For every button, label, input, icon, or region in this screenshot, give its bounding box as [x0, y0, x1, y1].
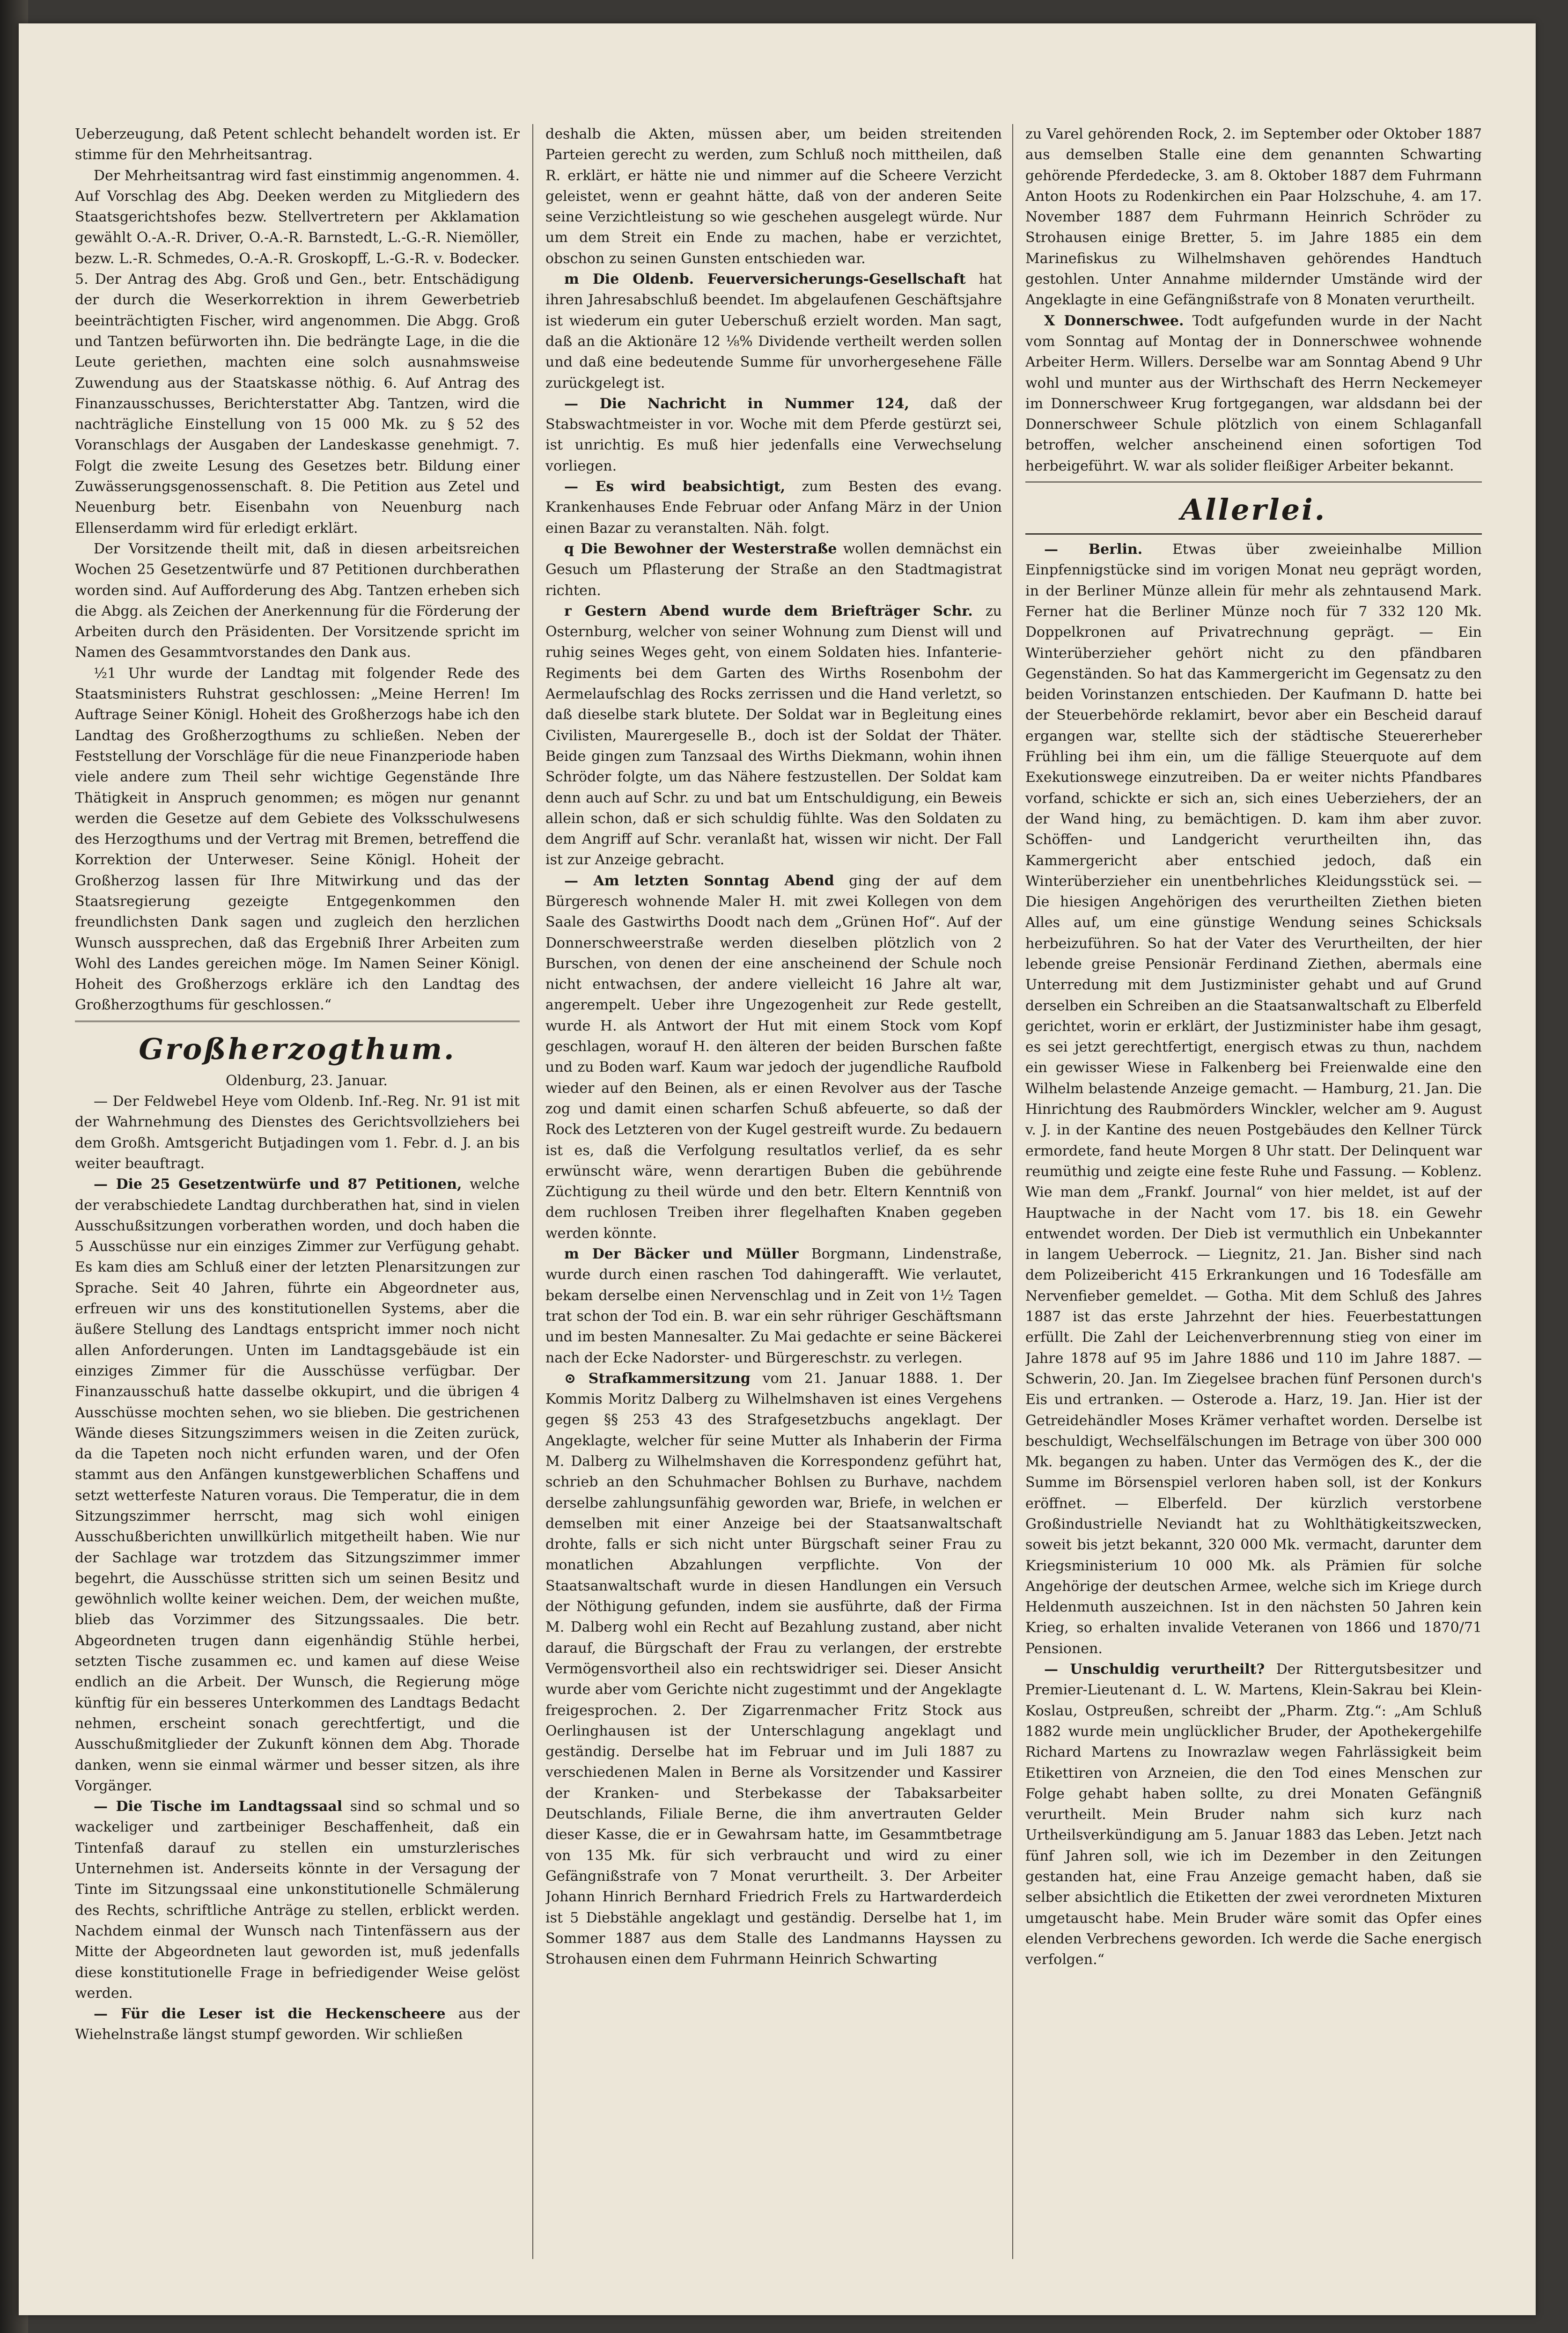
news-item — [545, 1244, 1002, 1369]
news-item-lead: — Berlin. — [1044, 541, 1143, 558]
news-item — [545, 269, 1002, 394]
news-item-lead: r Gestern Abend wurde dem Briefträger Schr. — [564, 603, 973, 619]
newspaper-page — [19, 23, 1536, 2315]
news-item-body: welche der verabschiedete Landtag durchberathen hat, sind in vielen Ausschußsitzungen vorberathen worden, und doch haben die 5 Ausschüsse nur ein einziges Zimmer zur Verfügung gehabt. Es kam dies am Schluß einer der letzten Plenarsitzungen zur Sprache. Seit 40 Jahren, führte ein Abgeordneter aus, erfreuen wir uns des konstitutionellen Systems, aber die äußere Stellung des Landtags entspricht immer noch nicht allen Anforderungen. Unten im Landtagsgebäude ist ein einziges Zimmer für die Ausschüsse verfügbar. Der Finanzausschuß hatte dasselbe okkupirt, und die übrigen 4 Ausschüsse mochten sehen, wo sie blieben. Die gestrichenen Wände dieses Sitzungszimmers weisen in die Zeiten zurück, da die Tapeten noch nicht erfunden waren, und der Ofen stammt aus den Anfängen kunstgewerblichen Schaffens und setzt wetterfeste Naturen voraus. Die Temperatur, die in dem Sitzungszimmer herrscht, mag sich wohl einigen Ausschußberichten unwillkürlich mitgetheilt haben. Wie nur der Sachlage war trotzdem das Sitzungszimmer immer begehrt, die Ausschüsse stritten sich um seinen Besitz und gewöhnlich wollte keiner weichen. Dem, der weichen mußte, blieb das Vorzimmer des Sitzungssaales. Die betr. Abgeordneten trugen dann eigenhändig Stühle herbei, setzten Tische zusammen ec. und kamen auf diese Weise endlich an die Arbeit. Der Wunsch, die Regierung möge künftig für ein besseres Unterkommen des Landtags Bedacht nehmen, erscheint sonach gerechtfertigt, und die Ausschußmitglieder der Zukunft können dem Abg. Thorade danken, wenn sie einmal wärmer und besser sitzen, als ihre Vorgänger. — [75, 1176, 520, 1794]
news-item — [545, 601, 1002, 871]
news-item — [1025, 311, 1482, 477]
news-item-lead: ⊙ Strafkammersitzung — [564, 1370, 751, 1387]
news-item-body: zu Osternburg, welcher von seiner Wohnung zum Dienst will und ruhig seines Weges geht, von einem Soldaten hies. Infanterie-Regiments bei dem Garten des Wirths Rosenbohm der Aermelaufschlag des Rocks zerrissen und die Hand verletzt, so daß dieselbe stark blutete. Der Soldat war in Begleitung eines Civilisten, Maurergeselle B., doch ist der Soldat der Thäter. Beide gingen zum Tanzsaal des Wirths Diekmann, wohin ihnen Schröder folgte, um das Nähere festzustellen. Der Soldat kam denn auch auf Schr. zu und bat um Entschuldigung, ein Beweis allein schon, daß er sich schuldig fühlte. Was den Soldaten zu dem Angriff auf Schr. veranlaßt hat, wissen wir nicht. Der Fall ist zur Anzeige gebracht. — [545, 603, 1002, 868]
news-item — [545, 871, 1002, 1244]
article-paragraph: Der Vorsitzende theilt mit, daß in diesen arbeitsreichen Wochen 25 Gesetzentwürfe und 87 Petitionen durchberathen worden sind. Auf Aufforderung des Abg. Tantzen erheben sich die Abgg. als Zeichen der Anerkennung für die Förderung der Arbeiten durch den Präsidenten. Der Vorsitzende spricht im Namen des Gesammtvorstandes den Dank aus. — [75, 540, 520, 661]
news-item-body: zum Besten des evang. Krankenhauses Ende Februar oder Anfang März in der Union einen Bazar zu veranstalten. Näh. folgt. — [545, 478, 1002, 537]
news-item-lead: — Es wird beabsichtigt, — [564, 478, 786, 495]
news-item-lead: — Die Tische im Landtagssaal — [94, 1798, 343, 1815]
column-1 — [75, 124, 520, 2259]
news-item-body: aus der Wiehelnstraße längst stumpf geworden. Wir schließen — [75, 2006, 520, 2043]
news-item — [1025, 539, 1482, 1659]
news-item — [75, 1174, 520, 1796]
section-heading: Großherzogthum. — [139, 1031, 456, 1066]
news-item-body: Etwas über zweieinhalbe Million Einpfennigstücke sind im vorigen Monat neu geprägt worden, in der Berliner Münze allein für mehr als zehntausend Mark. Ferner hat die Berliner Münze noch für 7 332 120 Mk. Doppelkronen auf Privatrechnung geprägt. — Ein Winterüberzieher gehört nicht zu den pfändbaren Gegenständen. So hat das Kammergericht im Gegensatz zu den beiden Vorinstanzen entschieden. Der Kaufmann D. hatte bei der Steuerbehörde reklamirt, bevor aber ein Bescheid darauf ergangen war, stellte sich der städtische Steuererheber Frühling bei ihm ein, um die fällige Steuerquote auf dem Exekutionswege einzutreiben. Da er weiter nichts Pfandbares vorfand, schickte er sich an, sich eines Ueberziehers, der an der Wand hing, zu bemächtigen. D. kam ihm aber zuvor. Schöffen- und Landgericht verurtheilten ihn, das Kammergericht aber entschied jedoch, daß ein Winterüberzieher ein unentbehrliches Kleidungsstück sei. — Die hiesigen Angehörigen des verurtheilten Ziethen bieten Alles auf, um eine günstige Wendung seines Schicksals herbeizuführen. So hat der Vater des Verurtheilten, der hier lebende greise Pensionär Ferdinand Ziethen, abermals eine Unterredung mit dem Justizminister gehabt und auf Grund derselben ein Schreiben an die Staatsanwaltschaft zu Elberfeld gerichtet, worin er erklärt, der Justizminister habe ihm gesagt, es sei jetzt gerechtfertigt, energisch etwas zu thun, nachdem ein gewisser Wiese in Falkenberg bei Freienwalde eine den Wilhelm belastende Anzeige gemacht. — Hamburg, 21. Jan. Die Hinrichtung des Raubmörders Winckler, welcher am 9. August v. J. in der Kantine des neuen Postgebäudes den Kellner Türck ermordete, fand heute Morgen 8 Uhr statt. Der Delinquent war reumüthig und zeigte eine feste Ruhe und Fassung. — Koblenz. Wie man dem „Frankf. Journal“ von hier meldet, ist auf der Hauptwache in der Nacht vom 17. bis 18. ein Gewehr entwendet worden. Der Dieb ist vermuthlich ein Unbekannter in langem Ueberrock. — Liegnitz, 21. Jan. Bisher sind nach dem Polizeibericht 415 Erkrankungen und 16 Todesfälle am Nervenfieber gemeldet. — Gotha. Mit dem Schluß des Jahres 1887 ist das erste Jahrzehnt der hies. Feuerbestattungen erfüllt. Die Zahl der Leichenverbrennung stieg von einer im Jahre 1878 auf 95 im Jahre 1886 und 110 im Jahre 1887. — Schwerin, 20. Jan. Im Ziegelsee brachen fünf Personen durch's Eis und ertranken. — Osterode a. Harz, 19. Jan. Hier ist der Getreidehändler Moses Krämer verhaftet worden. Derselbe ist beschuldigt, Wechselfälschungen im Betrage von über 300 000 Mk. begangen zu haben. Unter das Vermögen des K., der die Summe im Börsenspiel verloren haben soll, ist der Konkurs eröffnet. — Elberfeld. Der kürzlich verstorbene Großindustrielle Neviandt hat zu Wohlthätigkeitszwecken, soweit bis jetzt bekannt, 320 000 Mk. vermacht, darunter dem Kriegsministerium 10 000 Mk. als Prämien für solche Angehörige der deutschen Armee, welche sich im Kriege durch Heldenmuth auszeichnen. Ist in den nächsten 50 Jahren kein Krieg, so erhalten invalide Veteranen von 1866 und 1870/71 Pensionen. — [1025, 541, 1482, 1657]
news-item-body: Der Rittergutsbesitzer und Premier-Lieutenant d. L. W. Martens, Klein-Sakrau bei Klein-Koslau, Ostpreußen, schreibt der „Pharm. Ztg.“: „Am Schluß 1882 wurde mein unglücklicher Bruder, der Apothekergehilfe Richard Martens zu Inowrazlaw wegen Fahrlässigkeit beim Etikettiren von Arzneien, die den Tod eines Menschen zur Folge gehabt haben sollte, zu drei Monaten Gefängniß verurtheilt. Mein Bruder nahm sich kurz nach Urtheilsverkündigung am 5. Januar 1883 das Leben. Jetzt nach fünf Jahren soll, wie ich im Dezember in den Zeitungen gestanden hat, eine Frau Anzeige gemacht haben, daß sie selber absichtlich die Etiketten der zwei verordneten Mixturen umgetauscht habe. Mein Bruder wäre somit das Opfer eines elenden Verbrechens geworden. Ich werde die Sache energisch verfolgen.“ — [1025, 1661, 1482, 1968]
column-rule — [1012, 124, 1013, 2259]
news-item-body: sind so schmal und so wackeliger und zartbeiniger Beschaffenheit, daß ein Tintenfaß darauf zu stellen ein umsturzlerisches Unternehmen ist. Anderseits könnte in der Versagung der Tinte im Sitzungssaal eine unkonstitutionelle Schmälerung des Rechts, schriftliche Anträge zu stellen, erblickt werden. Nachdem einmal der Wunsch nach Tintenfässern aus der Mitte der Abgeordneten laut geworden ist, muß jedenfalls diese konstitutionelle Frage in befriedigender Weise gelöst werden. — [75, 1798, 520, 2002]
news-item — [545, 539, 1002, 601]
section-heading: Allerlei. — [1180, 493, 1327, 527]
news-item-body: vom 21. Januar 1888. 1. Der Kommis Moritz Dalberg zu Wilhelmshaven ist eines Vergehens gegen §§ 253 43 des Strafgesetzbuchs angeklagt. Der Angeklagte, welcher für seine Mutter als Inhaberin der Firma M. Dalberg zu Wilhelmshaven die Korrespondenz geführt hat, schrieb an den Schuhmacher Bohlsen zu Burhave, nachdem derselbe zahlungsunfähig geworden war, Briefe, in welchen er demselben mit einer Anzeige bei der Staatsanwaltschaft drohte, falls er sich nicht unter Bürgschaft seiner Frau zu monatlichen Abzahlungen verpflichte. Von der Staatsanwaltschaft wurde in diesen Handlungen ein Versuch der Nöthigung gefunden, indem sie ausführte, daß der Firma M. Dalberg wohl ein Recht auf Bezahlung zustand, aber nicht darauf, die Bürgschaft der Frau zu verlangen, der erstrebte Vermögensvortheil also ein rechtswidriger sei. Dieser Ansicht wurde aber vom Gerichte nicht zugestimmt und der Angeklagte freigesprochen. 2. Der Zigarrenmacher Fritz Stock aus Oerlinghausen ist der Unterschlagung angeklagt und geständig. Derselbe hat im Februar und im Juli 1887 zu verschiedenen Malen in Berne als Vorsitzender und Kassirer der Kranken- und Sterbekasse der Tabaksarbeiter Deutschlands, Filiale Berne, die ihm anvertrauten Gelder dieser Kasse, die er in Gewahrsam hatte, im Gesammtbetrage von 135 Mk. für sich verbraucht und wird zu einer Gefängnißstrafe von 7 Monat verurtheilt. 3. Der Arbeiter Johann Hinrich Bernhard Friedrich Frels zu Hartwarderdeich ist 5 Diebstähle angeklagt und geständig. Derselbe hat 1, im Sommer 1887 aus dem Stalle des Landmanns Hayssen zu Strohausen einen dem Fuhrmann Heinrich Schwarting — [545, 1370, 1002, 1968]
section-divider — [75, 1021, 520, 1024]
dateline: Oldenburg, 23. Januar. — [226, 1072, 388, 1089]
news-item — [75, 2004, 520, 2046]
column-2 — [545, 124, 1002, 2259]
news-item — [545, 394, 1002, 477]
news-item-lead: X Donnerschwee. — [1044, 312, 1184, 329]
news-item-lead: — Die 25 Gesetzentwürfe und 87 Petitionen, — [94, 1176, 462, 1193]
news-item-lead: q Die Bewohner der Westerstraße — [564, 540, 837, 557]
news-item-body: wollen demnächst ein Gesuch um Pflasterung der Straße an den Stadtmagistrat richten. — [545, 540, 1002, 599]
news-item — [75, 1796, 520, 2004]
news-item — [1025, 1659, 1482, 1970]
news-item-body: daß der Stabswachtmeister in vor. Woche mit dem Pferde gestürzt sei, ist unrichtig. Es muß hier jedenfalls eine Verwechselung vorliegen. — [545, 395, 1002, 474]
column-rule — [532, 124, 533, 2259]
news-item-lead: — Für die Leser ist die Heckenscheere — [94, 2006, 446, 2023]
article-paragraph: zu Varel gehörenden Rock, 2. im September oder Oktober 1887 aus demselben Stalle eine dem genannten Schwarting gehörende Pferdedecke, 3. am 8. Oktober 1887 dem Fuhrmann Anton Hoots zu Rodenkirchen ein Paar Holzschuhe, 4. am 17. November 1887 dem Fuhrmann Heinrich Schröder zu Strohausen einige Bretter, 5. im Jahre 1885 ein dem Marinefiskus zu Wilhelmshaven gehörendes Handtuch gestohlen. Unter Annahme mildernder Umstände wird der Angeklagte in eine Gefängnißstrafe von 8 Monaten verurtheilt. — [1025, 126, 1482, 309]
article-paragraph: ½1 Uhr wurde der Landtag mit folgender Rede des Staatsministers Ruhstrat geschlossen: „Meine Herren! Im Auftrage Seiner Königl. Hoheit des Großherzogs habe ich den Landtag des Großherzogthums zu schließen. Neben der Feststellung der Vorschläge für die neue Finanzperiode haben viele andere zum Theil sehr wichtige Gegenstände Ihre Thätigkeit in Anspruch genommen; es mögen nur genannt werden die Gesetze auf dem Gebiete des Volksschulwesens des Herzogthums und der Vertrag mit Bremen, betreffend die Korrektion der Unterweser. Seine Königl. Hoheit der Großherzog lassen für Ihre Mitwirkung und das der Staatsregierung gezeigte Entgegenkommen den freundlichsten Dank sagen und zugleich den herzlichen Wunsch aussprechen, daß das Ergebniß Ihrer Arbeiten zum Wohl des Landes gereichen möge. Im Namen Seiner Königl. Hoheit des Großherzogs erkläre ich den Landtag des Großherzogthums für geschlossen.“ — [75, 665, 520, 1014]
article-paragraph: Der Mehrheitsantrag wird fast einstimmig angenommen. 4. Auf Vorschlag des Abg. Deeken werden zu Mitgliedern des Staatsgerichtshofes bezw. Stellvertretern per Akklamation gewählt O.-A.-R. Driver, O.-A.-R. Barnstedt, L.-G.-R. Niemöller, bezw. L.-R. Schmedes, O.-A.-R. Groskopff, L.-G.-R. v. Bodecker. 5. Der Antrag des Abg. Groß und Gen., betr. Entschädigung der durch die Weserkorrektion in ihrem Gewerbetrieb beeinträchtigten Fischer, wird angenommen. Die Abgg. Groß und Tantzen befürworten ihn. Die bedrängte Lage, in die die Leute geriethen, machten eine solch ausnahmsweise Zuwendung aus der Staatskasse nöthig. 6. Auf Antrag des Finanzausschusses, Berichterstatter Abg. Tantzen, wird die nachträgliche Einstellung von 15 000 Mk. zu § 52 des Voranschlags der Ausgaben der Landeskasse genehmigt. 7. Folgt die zweite Lesung des Gesetzes betr. Bildung einer Zuwässerungsgenossenschaft. 8. Die Petition aus Zetel und Neuenburg betr. Eisenbahn von Neuenburg nach Ellenserdamm wird für erledigt erklärt. — [75, 167, 520, 537]
article-paragraph: Ueberzeugung, daß Petent schlecht behandelt worden ist. Er stimme für den Mehrheitsantrag. — [75, 126, 520, 163]
news-item — [545, 477, 1002, 539]
news-item-body: Borgmann, Lindenstraße, wurde durch einen raschen Tod dahingerafft. Wie verlautet, bekam derselbe einen Nervenschlag und in Zeit von 1½ Tagen trat schon der Tod ein. B. war ein sehr rühriger Geschäftsmann und im besten Mannesalter. Zu Mai gedachte er seine Bäckerei nach der Ecke Nadorster- und Bürgereschstr. zu verlegen. — [545, 1246, 1002, 1366]
news-item-lead: — Am letzten Sonntag Abend — [564, 872, 834, 889]
column-3 — [1025, 124, 1482, 2259]
article-paragraph: deshalb die Akten, müssen aber, um beiden streitenden Parteien gerecht zu werden, zum Schluß noch mittheilen, daß R. erklärt, er hätte nie und nimmer auf die Scheere Verzicht geleistet, wenn er geahnt hätte, daß von der anderen Seite seine Verzichtleistung so wie geschehen ausgelegt würde. Nur um dem Streit ein Ende zu machen, habe er verzichtet, obschon zu seinen Gunsten entschieden war. — [545, 126, 1002, 267]
news-item — [545, 1369, 1002, 1970]
news-item-lead: — Die Nachricht in Nummer 124, — [564, 395, 909, 412]
news-item-body: ging der auf dem Bürgeresch wohnende Maler H. mit zwei Kollegen von dem Saale des Gastwirths Doodt nach dem „Grünen Hof“. Auf der Donnerschweerstraße werden dieselben plötzlich von 2 Burschen, von denen der eine anscheinend der Schule noch nicht entwachsen, der andere vielleicht 16 Jahre alt war, angerempelt. Ueber ihre Ungezogenheit zur Rede gestellt, wurde H. als Antwort der Hut mit einem Stock vom Kopf geschlagen, worauf H. den älteren der beiden Burschen faßte und zu Boden warf. Kaum war jedoch der jugendliche Raufbold wieder auf den Beinen, als er einen Revolver aus der Tasche zog und damit einen scharfen Schuß abfeuerte, so daß der Rock des Letzteren von der Kugel gestreift wurde. Zu bedauern ist es, daß die Verfolgung resultatlos verlief, da es sehr erwünscht wäre, wenn derartigen Buben die gebührende Züchtigung zu theil würde und den betr. Eltern Kenntniß von dem ruchlosen Treiben ihrer flegelhaften Knaben gegeben werden könnte. — [545, 872, 1002, 1242]
news-item-lead: m Die Oldenb. Feuerversicherungs-Gesellschaft — [564, 271, 966, 288]
news-item: — Der Feldwebel Heye vom Oldenb. Inf.-Reg. Nr. 91 ist mit der Wahrnehmung des Dienstes des Gerichtsvollziehers bei dem Großh. Amtsgericht Butjadingen vom 1. Febr. d. J. an bis weiter beauftragt. — [75, 1093, 520, 1172]
section-divider — [1025, 533, 1482, 535]
news-item-lead: — Unschuldig verurtheilt? — [1044, 1661, 1265, 1678]
news-item-body: Todt aufgefunden wurde in der Nacht vom Sonntag auf Montag der in Donnerschwee wohnende Arbeiter Herm. Willers. Derselbe war am Sonntag Abend 9 Uhr wohl und munter aus der Wirthschaft des Herrn Neckemeyer im Donnerschweer Krug fortgegangen, war aldsdann bei der Donnerschweer Schule plötzlich von einem Schlaganfall betroffen, welcher anscheinend einen sofortigen Tod herbeigeführt. W. war als solider fleißiger Arbeiter bekannt. — [1025, 312, 1482, 474]
section-divider — [1025, 481, 1482, 485]
news-item-body: hat ihren Jahresabschluß beendet. Im abgelaufenen Geschäftsjahre ist wiederum ein guter Ueberschuß erzielt worden. Man sagt, daß an die Aktionäre 12 ⅛% Dividende vertheilt werden sollen und daß eine bedeutende Summe für unvorhergesehene Fälle zurückgelegt ist. — [545, 271, 1002, 391]
news-item-lead: m Der Bäcker und Müller — [564, 1246, 799, 1263]
